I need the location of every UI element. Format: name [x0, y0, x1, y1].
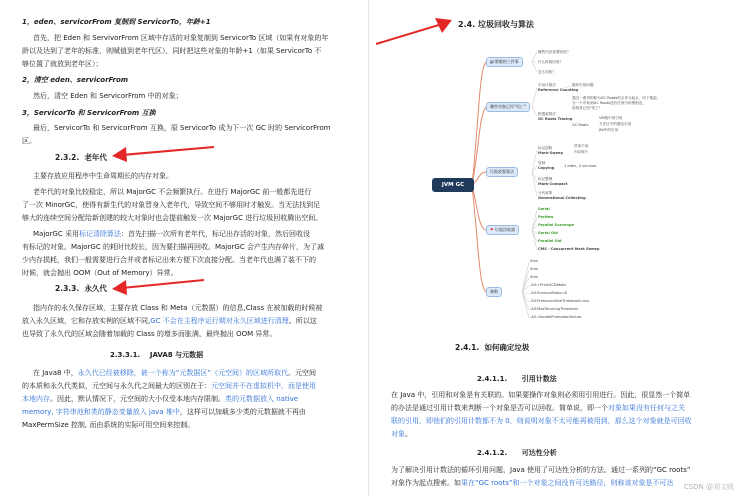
section-number: 2.3.2.: [55, 153, 80, 162]
mindmap-leaf: Parallel Old: [538, 239, 562, 243]
mindmap-leaf: Serial: [538, 207, 550, 211]
mindmap-leaf: CMS - Concurrent Mark Sweep: [538, 247, 600, 251]
mindmap-leaf: 复制: [538, 161, 546, 165]
mindmap-leaf: -XX:+PrintGCDetails: [530, 283, 567, 287]
mindmap-leaf: Copying: [538, 166, 555, 170]
mindmap-leaf: 引用计数法: [538, 83, 556, 87]
mindmap-leaf: 标记清除: [538, 146, 553, 150]
red-arrow-perm-gen: [108, 276, 208, 298]
ref-line-2: 的办法是通过引用计数来判断一个对象是否可以回收。简单说，即一个对象如果没有任何与之关: [391, 404, 685, 412]
ref-line-1: 在 Java 中，引用和对象是有关联的。如果要操作对象则必须用引用进行。因此，很显然一个简单: [391, 391, 691, 399]
right-page: [369, 0, 738, 496]
string-pool-link[interactable]: memory, 字符串池和类的静态变量放入 java 堆中: [22, 408, 180, 416]
mindmap-leaf: 哪些内存需要回收？: [538, 50, 571, 54]
perm-p3: 也导致了永久代的区域会随着加载的 Class 的增多而胀满，最终抛出 OOM 异常。: [22, 330, 277, 338]
mindmap-leaf: 效率不高: [574, 144, 589, 148]
mindmap-leaf: 内存碎片: [574, 150, 589, 154]
old-gen-p3-1: MajorGC 采用标记清除算法：首先扫描一次所有老年代，标记出存活的对象，然后回收没: [33, 230, 310, 238]
mindmap-leaf: ParNew: [538, 215, 554, 219]
class-metadata-link[interactable]: 类的元数据放入 native: [225, 395, 299, 403]
native-memory-link[interactable]: 元空间并不在虚拟机中，而是使用: [211, 382, 316, 390]
mindmap-branch-collectors: ⚑ 垃圾回收器: [486, 225, 519, 235]
mindmap-leaf: Xmx: [530, 267, 539, 271]
mindmap-leaf: -XX:MaxTenuringThreshold: [530, 307, 578, 311]
section-number: 2.4.1.1.: [477, 375, 508, 383]
mindmap-leaf: VM栈中的引用: [599, 116, 623, 120]
mindmap-leaf: Parallel Scavenge: [538, 223, 575, 227]
step2-title: 2，清空 eden、servicorFrom: [22, 76, 129, 84]
mindmap-leaf: Generational Collecting: [538, 196, 586, 200]
java8-line-2: 的本质和永久代类似，元空间与永久代之间最大的区别在于：元空间并不在虚拟机中，而是使用: [22, 382, 316, 390]
reach-line-1: 为了解决引用计数法的循环引用问题，Java 使用了可达性分析的方法。通过一系列的“GC roots”: [391, 466, 691, 474]
mindmap-leaf: 通过一系列的称为GC Roots的点作为起点，向下搜索，: [572, 96, 661, 100]
mindmap-leaf: 循环引用问题: [572, 83, 594, 87]
watermark: CSDN @刘文贱: [683, 483, 734, 491]
mindmap-leaf: Serial Old: [538, 231, 558, 235]
step3-line-2: 区。: [22, 137, 36, 145]
java8-line-1: 在 Java8 中，永久代已经被移除，被一个称为“元数据区”（元空间）的区域所取代。元空间: [33, 369, 316, 377]
section-number: 2.3.3.: [55, 284, 80, 293]
mindmap-leaf: 什么时候回收？: [538, 60, 564, 64]
old-gen-p2-3: 够大的连续空间分配给新创建的较大对象时也会提前触发一次 MajorGC 进行垃圾回收腾出空间。: [22, 214, 323, 222]
java8-line-5: MaxPermSize 控制, 而由系统的实际可用空间来控制。: [22, 421, 195, 429]
mindmap-leaf: GC Roots Tracing: [538, 117, 573, 121]
section-number: 2.3.3.1.: [110, 351, 141, 359]
mindmap-leaf: Xmn: [530, 275, 539, 279]
step1-line-1: 首先，把 Eden 和 ServivorFrom 区域中存活的对象复制到 ServicorTo 区域（如果有对象的年: [33, 34, 329, 42]
mindmap-branch-gc-tasks: gc要做的三件事: [486, 57, 523, 67]
perm-gc-link[interactable]: GC 不会在主程序运行期对永久区域进行清理: [150, 317, 289, 325]
old-gen-intro: 主要存放应用程序中生命周期长的内存对象。: [33, 172, 173, 180]
mindmap-branch-params: 参数: [486, 287, 502, 297]
mark-sweep-link[interactable]: 标记清除算法: [78, 230, 121, 238]
section-title: 引用计数法: [521, 375, 557, 383]
red-arrow-old-gen: [108, 142, 218, 164]
section-number: 2.4.: [458, 20, 476, 29]
java8-line-4: memory, 字符串池和类的静态变量放入 java 堆中，这样可以加载多少类的元数据就不再由: [22, 408, 306, 416]
mindmap-leaf: -XX:PretenureSizeThreshold=xxx: [530, 299, 590, 303]
ref-count-link[interactable]: 对象如果没有任何与之关: [608, 404, 685, 412]
gc-roots-link[interactable]: 果在“GC roots”和一个对象之间没有可达路径，则称该对象是不可达: [461, 479, 674, 487]
mindmap-leaf: JNI中的引用: [599, 128, 619, 132]
section-java8-heading: [110, 350, 203, 360]
section-reachability-heading: [477, 448, 557, 458]
mindmap-leaf: 当一个对象到GC Roots没有任何引用链相连，: [572, 101, 646, 105]
section-title: 老年代: [84, 153, 107, 162]
mindmap-leaf: Reference Counting: [538, 88, 579, 92]
mindmap-leaf: 说明其已经"死亡": [572, 106, 601, 110]
perm-p2: 放入永久区域，它和存放实例的区域不同,GC 不会在主程序运行期对永久区域进行清理。所以这: [22, 317, 317, 325]
step1-title: 1，eden、servicorFrom 复制到 ServicorTo，年龄+1: [22, 18, 211, 26]
old-gen-p3-3: 少内存损耗，我们一般需要进行合并或者标记出来方便下次直接分配。当老年代也满了装不下的: [22, 256, 316, 264]
ref-line-4: 对象。: [391, 430, 412, 438]
section-title: 永久代: [84, 284, 107, 293]
step3-title: 3，ServicorTo 和 ServicorFrom 互换: [22, 109, 156, 117]
step2-body: 然后，清空 Eden 和 ServicorFrom 中的对象；: [33, 92, 183, 100]
mindmap-leaf: Xms: [530, 259, 538, 263]
flag-icon: ⚑: [490, 227, 494, 232]
reach-line-2: 对象作为起点搜索。如果在“GC roots”和一个对象之间没有可达路径，则称该对象是不可达: [391, 479, 674, 487]
local-memory-link[interactable]: 本地内存: [22, 395, 50, 403]
step3-line-1: 最后，ServicorTo 和 ServicorFrom 互换，原 ServicorTo 成为下一次 GC 时的 ServicorFrom: [33, 124, 331, 132]
section-number: 2.4.1.: [455, 343, 480, 352]
java8-line-3: 本地内存。因此，默认情况下，元空间的大小仅受本地内存限制。类的元数据放入 native: [22, 395, 299, 403]
mindmap-leaf: 根搜索算法: [538, 112, 556, 116]
mindmap-branch-gc-algorithms: 垃圾收集算法: [486, 167, 518, 177]
section-number: 2.4.1.2.: [477, 449, 508, 457]
section-title: 如何确定垃圾: [484, 343, 530, 352]
mindmap-leaf: Mark-Compact: [538, 182, 568, 186]
mindmap-leaf: -XX:-HandlePromotionFailure: [530, 315, 582, 319]
section-title: JAVA8 与元数据: [149, 351, 204, 359]
mindmap-leaf: -XX:SurvivorRatio=8: [530, 291, 567, 295]
old-gen-p2-1: 老年代的对象比较稳定，所以 MajorGC 不会频繁执行。在进行 MajorGC 前一般都先进行: [33, 188, 312, 196]
section-find-garbage-heading: [455, 342, 529, 353]
section-perm-gen-heading: [55, 283, 107, 294]
section-ref-count-heading: [477, 374, 557, 384]
section-title: 可达性分析: [521, 449, 557, 457]
mindmap-leaf: 怎么回收？: [538, 70, 556, 74]
step1-line-2: 龄以及达到了老年的标准，则赋值到老年代区），同时把这些对象的年龄+1（如果 ServicorTo 不: [22, 47, 322, 55]
mindmap-leaf: 标记整理: [538, 177, 553, 181]
mindmap-leaf: GC Roots: [572, 123, 589, 127]
ref-object-link[interactable]: 对象: [391, 430, 405, 438]
old-gen-p2-2: 了一次 MinorGC，使得有新生代的对象晋身入老年代，导致空间不够用时才触发。当无法找到足: [22, 201, 321, 209]
old-gen-p3-4: 时候，就会抛出 OOM（Out of Memory）异常。: [22, 269, 178, 277]
ref-line-3[interactable]: 联的引用，即他们的引用计数都不为 0，则说明对象不太可能再被用到，那么这个对象就是可回收: [391, 417, 692, 425]
step1-line-3: 够位置了就放到老年区）；: [22, 60, 103, 68]
section-old-gen-heading: [55, 152, 107, 163]
metaspace-link[interactable]: 永久代已经被移除，被一个称为“元数据区”（元空间）的区域所取代: [77, 369, 288, 377]
mindmap-leaf: 1 eden, 2 survivor: [564, 164, 597, 168]
perm-p1: 指内存的永久保存区域，主要存放 Class 和 Meta（元数据）的信息,Class 在被加载的时候被: [33, 304, 323, 312]
mindmap-leaf: 分代收集: [538, 191, 553, 195]
section-title: 垃圾回收与算法: [478, 20, 535, 29]
mindmap-branch-dead-objects: 哪些对象已经"死亡": [486, 102, 530, 112]
mindmap-leaf: 方法区中的静态引用: [599, 122, 632, 126]
mindmap-center: JVM GC: [432, 178, 474, 192]
mindmap-leaf: Mark-Sweep: [538, 151, 564, 155]
old-gen-p3-2: 有标记的对象。MajorGC 的耗时比较长，因为要扫描再回收。MajorGC 会产生内存碎片，为了减: [22, 243, 324, 251]
jvm-gc-mindmap: [369, 0, 738, 330]
